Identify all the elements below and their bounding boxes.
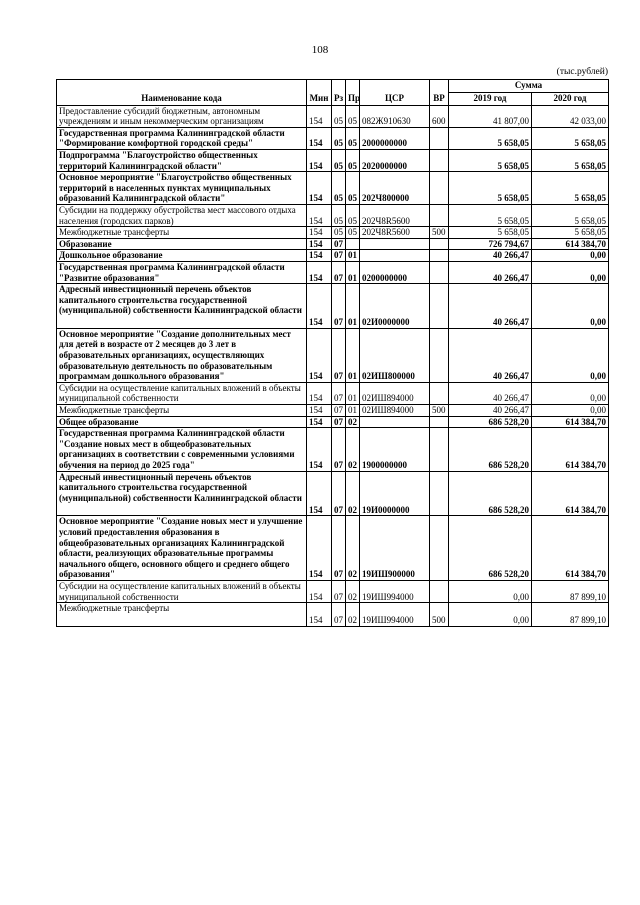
cell-vr (430, 261, 449, 283)
cell-vr (430, 172, 449, 205)
cell-2019: 40 266,47 (449, 250, 532, 262)
cell-pr: 05 (346, 204, 360, 226)
cell-rz: 05 (332, 227, 346, 239)
cell-rz: 07 (332, 405, 346, 417)
cell-rz: 07 (332, 328, 346, 382)
cell-rz: 07 (332, 428, 346, 471)
cell-name: Межбюджетные трансферты (57, 603, 307, 627)
cell-pr: 01 (346, 250, 360, 262)
cell-2019: 40 266,47 (449, 382, 532, 404)
cell-2019: 686 528,20 (449, 516, 532, 581)
cell-2019: 40 266,47 (449, 261, 532, 283)
cell-2020: 0,00 (532, 405, 609, 417)
cell-2019: 5 658,05 (449, 227, 532, 239)
cell-pr: 02 (346, 580, 360, 602)
table-row (57, 284, 609, 329)
table-row (57, 382, 609, 404)
cell-pr: 05 (346, 149, 360, 171)
table-row (57, 428, 609, 471)
cell-2020: 0,00 (532, 284, 609, 329)
cell-rz: 07 (332, 416, 346, 428)
cell-min: 154 (307, 405, 332, 417)
cell-vr (430, 580, 449, 602)
cell-2020: 0,00 (532, 261, 609, 283)
header-vr: ВР (430, 80, 449, 106)
cell-2019: 40 266,47 (449, 405, 532, 417)
cell-min: 154 (307, 471, 332, 516)
cell-2020: 5 658,05 (532, 227, 609, 239)
cell-min: 154 (307, 382, 332, 404)
cell-rz: 05 (332, 105, 346, 127)
cell-2019: 5 658,05 (449, 127, 532, 149)
cell-2020: 0,00 (532, 250, 609, 262)
cell-2020: 614 384,70 (532, 428, 609, 471)
cell-vr (430, 149, 449, 171)
cell-rz: 07 (332, 284, 346, 329)
cell-name: Подпрограмма "Благоустройство общественных территорий Калининградской области" (57, 149, 307, 171)
cell-min: 154 (307, 261, 332, 283)
cell-2019: 5 658,05 (449, 149, 532, 171)
cell-pr: 02 (346, 603, 360, 627)
cell-min: 154 (307, 603, 332, 627)
cell-2019: 40 266,47 (449, 284, 532, 329)
cell-2020: 5 658,05 (532, 172, 609, 205)
cell-2019: 5 658,05 (449, 172, 532, 205)
cell-pr: 02 (346, 516, 360, 581)
cell-pr (346, 238, 360, 250)
cell-csr (360, 238, 430, 250)
cell-rz: 07 (332, 580, 346, 602)
cell-rz: 07 (332, 261, 346, 283)
table-row (57, 328, 609, 382)
cell-rz: 07 (332, 603, 346, 627)
cell-pr: 01 (346, 261, 360, 283)
header-csr: ЦСР (360, 80, 430, 106)
cell-name: Основное мероприятие "Создание новых мест и улучшение условий предоставления образования в общеобразовательных организациях Калининградской области, реализующих образовательные программы начального общего, основного общего и среднего общего образования" (57, 516, 307, 581)
header-min: Мин (307, 80, 332, 106)
cell-name: Основное мероприятие "Создание дополнительных мест для детей в возрасте от 2 месяцев до 3 лет в образовательных организациях, осуществляющих образовательную деятельность по образовательным программам дошкольного образования" (57, 328, 307, 382)
cell-min: 154 (307, 105, 332, 127)
cell-pr: 01 (346, 405, 360, 417)
cell-rz: 07 (332, 516, 346, 581)
cell-vr (430, 250, 449, 262)
cell-name: Адресный инвестиционный перечень объектов капитального строительства государственной (муниципальной) собственности Калининградской области (57, 284, 307, 329)
header-name: Наименование кода (57, 80, 307, 106)
cell-2020: 0,00 (532, 382, 609, 404)
cell-name: Общее образование (57, 416, 307, 428)
cell-2020: 614 384,70 (532, 416, 609, 428)
cell-rz: 07 (332, 471, 346, 516)
cell-pr: 05 (346, 172, 360, 205)
cell-2020: 87 899,10 (532, 603, 609, 627)
cell-min: 154 (307, 204, 332, 226)
cell-csr: 202Ч8R5600 (360, 204, 430, 226)
cell-pr: 02 (346, 416, 360, 428)
cell-vr (430, 516, 449, 581)
cell-min: 154 (307, 172, 332, 205)
cell-2020: 614 384,70 (532, 516, 609, 581)
table-row (57, 471, 609, 516)
cell-min: 154 (307, 516, 332, 581)
table-body (57, 105, 609, 626)
table-row (57, 105, 609, 127)
header-2020: 2020 год (532, 92, 609, 105)
cell-csr: 082Ж910630 (360, 105, 430, 127)
cell-2020: 5 658,05 (532, 127, 609, 149)
header-rz: Рз (332, 80, 346, 106)
cell-csr: 202Ч8R5600 (360, 227, 430, 239)
cell-pr: 05 (346, 127, 360, 149)
cell-name: Дошкольное образование (57, 250, 307, 262)
cell-2019: 686 528,20 (449, 428, 532, 471)
cell-min: 154 (307, 149, 332, 171)
cell-csr: 2020000000 (360, 149, 430, 171)
cell-2020: 87 899,10 (532, 580, 609, 602)
cell-name: Межбюджетные трансферты (57, 405, 307, 417)
header-2019: 2019 год (449, 92, 532, 105)
cell-2019: 686 528,20 (449, 471, 532, 516)
cell-csr: 19И0000000 (360, 471, 430, 516)
cell-vr (430, 238, 449, 250)
units-label: (тыс.рублей) (556, 67, 608, 77)
cell-pr: 01 (346, 328, 360, 382)
header-pr: Пр (346, 80, 360, 106)
cell-vr (430, 127, 449, 149)
table-row (57, 261, 609, 283)
cell-rz: 05 (332, 149, 346, 171)
cell-min: 154 (307, 227, 332, 239)
cell-min: 154 (307, 284, 332, 329)
cell-2020: 614 384,70 (532, 238, 609, 250)
cell-2020: 5 658,05 (532, 149, 609, 171)
cell-csr: 02ИШ894000 (360, 382, 430, 404)
cell-csr: 0200000000 (360, 261, 430, 283)
cell-vr (430, 471, 449, 516)
cell-vr (430, 382, 449, 404)
cell-csr: 19ИШ994000 (360, 603, 430, 627)
cell-name: Субсидии на поддержку обустройства мест массового отдыха населения (городских парков) (57, 204, 307, 226)
cell-name: Межбюджетные трансферты (57, 227, 307, 239)
cell-pr: 02 (346, 471, 360, 516)
cell-2019: 726 794,67 (449, 238, 532, 250)
cell-min: 154 (307, 416, 332, 428)
cell-rz: 05 (332, 172, 346, 205)
cell-pr: 05 (346, 105, 360, 127)
cell-2019: 0,00 (449, 603, 532, 627)
cell-name: Субсидии на осуществление капитальных вложений в объекты муниципальной собственности (57, 382, 307, 404)
cell-2019: 0,00 (449, 580, 532, 602)
cell-2020: 5 658,05 (532, 204, 609, 226)
cell-min: 154 (307, 127, 332, 149)
cell-min: 154 (307, 428, 332, 471)
cell-csr (360, 250, 430, 262)
cell-pr: 01 (346, 284, 360, 329)
cell-vr: 500 (430, 405, 449, 417)
table-row (57, 516, 609, 581)
page-number: 108 (311, 44, 329, 56)
cell-csr: 02ИШ800000 (360, 328, 430, 382)
cell-vr (430, 416, 449, 428)
cell-min: 154 (307, 250, 332, 262)
cell-name: Государственная программа Калининградской области "Создание новых мест в общеобразовательных организациях в соответствии с современными условиями обучения на период до 2025 года" (57, 428, 307, 471)
cell-2019: 5 658,05 (449, 204, 532, 226)
cell-2019: 686 528,20 (449, 416, 532, 428)
cell-name: Образование (57, 238, 307, 250)
cell-pr: 02 (346, 428, 360, 471)
cell-rz: 07 (332, 382, 346, 404)
cell-2020: 42 033,00 (532, 105, 609, 127)
table-row (57, 238, 609, 250)
cell-vr (430, 328, 449, 382)
cell-csr: 19ИШ900000 (360, 516, 430, 581)
cell-pr: 05 (346, 227, 360, 239)
cell-csr: 02И0000000 (360, 284, 430, 329)
cell-rz: 07 (332, 250, 346, 262)
cell-min: 154 (307, 328, 332, 382)
table-row (57, 603, 609, 627)
cell-csr: 02ИШ894000 (360, 405, 430, 417)
cell-pr: 01 (346, 382, 360, 404)
budget-table (56, 79, 609, 627)
cell-name: Предоставление субсидий бюджетным, автономным учреждениям и иным некоммерческим организациям (57, 105, 307, 127)
cell-name: Государственная программа Калининградской области "Формирование комфортной городской среды" (57, 127, 307, 149)
cell-min: 154 (307, 238, 332, 250)
cell-csr: 19ИШ994000 (360, 580, 430, 602)
cell-vr: 500 (430, 227, 449, 239)
table-row (57, 405, 609, 417)
cell-csr: 2000000000 (360, 127, 430, 149)
cell-rz: 05 (332, 204, 346, 226)
cell-name: Государственная программа Калининградской области "Развитие образования" (57, 261, 307, 283)
cell-rz: 07 (332, 238, 346, 250)
cell-vr (430, 284, 449, 329)
cell-min: 154 (307, 580, 332, 602)
cell-name: Субсидии на осуществление капитальных вложений в объекты муниципальной собственности (57, 580, 307, 602)
table-row (57, 416, 609, 428)
cell-2020: 614 384,70 (532, 471, 609, 516)
cell-2019: 40 266,47 (449, 328, 532, 382)
cell-rz: 05 (332, 127, 346, 149)
table-row (57, 127, 609, 149)
cell-vr (430, 204, 449, 226)
cell-2020: 0,00 (532, 328, 609, 382)
table-row (57, 172, 609, 205)
table-row (57, 250, 609, 262)
cell-csr: 1900000000 (360, 428, 430, 471)
cell-vr (430, 428, 449, 471)
cell-csr (360, 416, 430, 428)
table-row (57, 227, 609, 239)
cell-name: Адресный инвестиционный перечень объектов капитального строительства государственной (муниципальной) собственности Калининградской области (57, 471, 307, 516)
cell-name: Основное мероприятие "Благоустройство общественных территорий в населенных пунктах муниципальных образований Калининградской области" (57, 172, 307, 205)
cell-vr: 600 (430, 105, 449, 127)
table-row (57, 149, 609, 171)
table-row (57, 580, 609, 602)
cell-2019: 41 807,00 (449, 105, 532, 127)
cell-vr: 500 (430, 603, 449, 627)
header-sum: Сумма (449, 80, 609, 93)
table-row (57, 204, 609, 226)
cell-csr: 202Ч800000 (360, 172, 430, 205)
